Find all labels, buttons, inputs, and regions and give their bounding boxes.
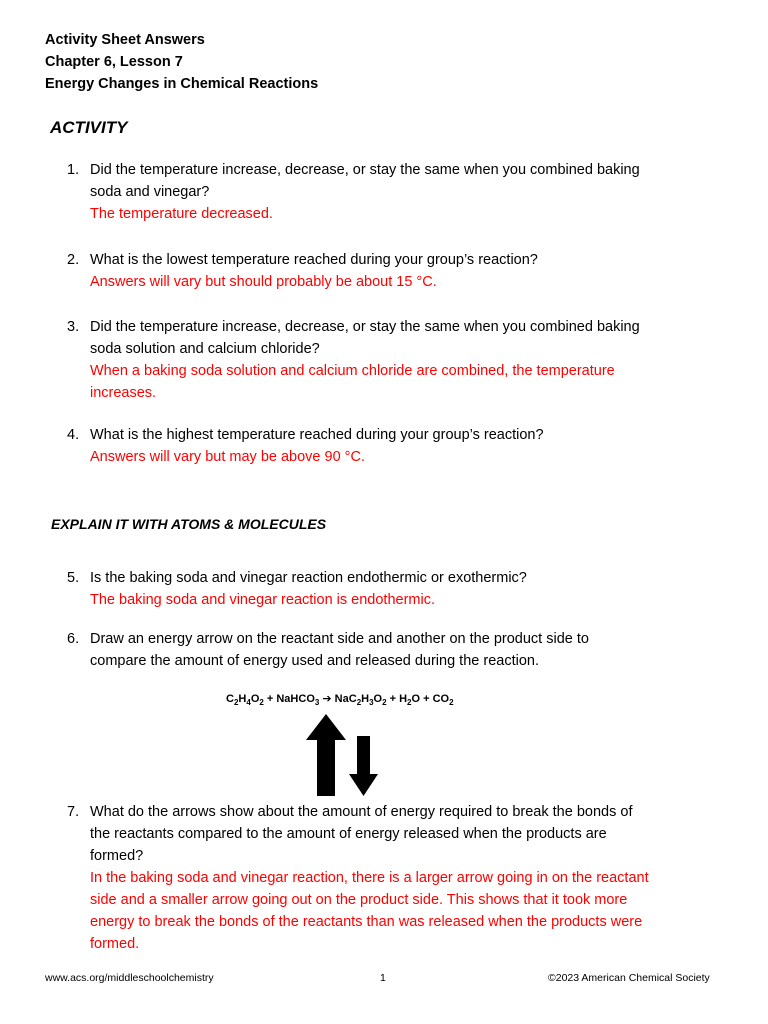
question-text: compare the amount of energy used and released during the reaction. xyxy=(90,653,539,669)
section-activity-heading: ACTIVITY xyxy=(50,118,128,137)
question-text: Did the temperature increase, decrease, or stay the same when you combined baking xyxy=(90,162,640,178)
energy-arrows-drawing xyxy=(302,712,384,798)
question-text: Is the baking soda and vinegar reaction endothermic or exothermic? xyxy=(90,570,527,586)
section-explain-heading: EXPLAIN IT WITH ATOMS & MOLECULES xyxy=(51,516,327,532)
question-number: 4. xyxy=(67,427,80,443)
question-number: 5. xyxy=(67,570,80,586)
document-header xyxy=(45,29,318,95)
question-text: soda and vinegar? xyxy=(90,184,210,200)
chemical-equation: $C_2H_4O_2$ + NaHCO$_3$ ➔ $NaC_2H_3O_2 + H_2O + CO_2$ xyxy=(226,693,454,708)
answer-text: Answers will vary but may be above 90 °C. xyxy=(90,449,365,465)
question-number: 7. xyxy=(67,804,80,820)
question-3 xyxy=(67,316,717,404)
answer-text: The temperature decreased. xyxy=(90,206,273,222)
question-text: What is the highest temperature reached during your group’s reaction? xyxy=(90,427,544,443)
header-chapter: Chapter 6, Lesson 7 xyxy=(45,54,183,70)
footer-copyright: ©2023 American Chemical Society xyxy=(548,972,710,984)
question-text: formed? xyxy=(90,848,144,864)
question-2 xyxy=(67,249,717,293)
header-title: Activity Sheet Answers xyxy=(45,32,205,48)
question-7 xyxy=(67,801,717,955)
question-text: Did the temperature increase, decrease, or stay the same when you combined baking xyxy=(90,319,640,335)
question-text: What do the arrows show about the amount of energy required to break the bonds of xyxy=(90,804,633,820)
question-5 xyxy=(67,567,717,611)
question-4 xyxy=(67,424,717,468)
reaction-arrow: ➔ xyxy=(319,693,335,705)
answer-text: Answers will vary but should probably be about 15 °C. xyxy=(90,274,437,290)
answer-text: energy to break the bonds of the reactants than was released when the products were xyxy=(90,914,643,930)
product-energy-down-arrow xyxy=(349,736,378,796)
question-1 xyxy=(67,159,717,225)
footer-website: www.acs.org/middleschoolchemistry xyxy=(45,972,214,984)
reactant-energy-up-arrow xyxy=(306,714,346,796)
answer-text: formed. xyxy=(90,936,140,952)
header-lesson-title: Energy Changes in Chemical Reactions xyxy=(45,76,319,92)
answer-text: side and a smaller arrow going out on the product side. This shows that it took more xyxy=(90,892,628,908)
answer-text: increases. xyxy=(90,385,157,401)
footer-page-number: 1 xyxy=(380,972,386,984)
question-number: 3. xyxy=(67,319,80,335)
question-number: 6. xyxy=(67,631,80,647)
question-number: 2. xyxy=(67,252,80,268)
question-text: Draw an energy arrow on the reactant side and another on the product side to xyxy=(90,631,589,647)
question-text: What is the lowest temperature reached during your group’s reaction? xyxy=(90,252,538,268)
answer-text: The baking soda and vinegar reaction is endothermic. xyxy=(90,592,435,608)
question-text: soda solution and calcium chloride? xyxy=(90,341,320,357)
answer-text: When a baking soda solution and calcium chloride are combined, the temperature xyxy=(90,363,615,379)
answer-text: In the baking soda and vinegar reaction, there is a larger arrow going in on the reactant xyxy=(90,870,649,886)
question-6 xyxy=(67,628,717,672)
question-number: 1. xyxy=(67,162,80,178)
question-text: the reactants compared to the amount of energy released when the products are xyxy=(90,826,607,842)
